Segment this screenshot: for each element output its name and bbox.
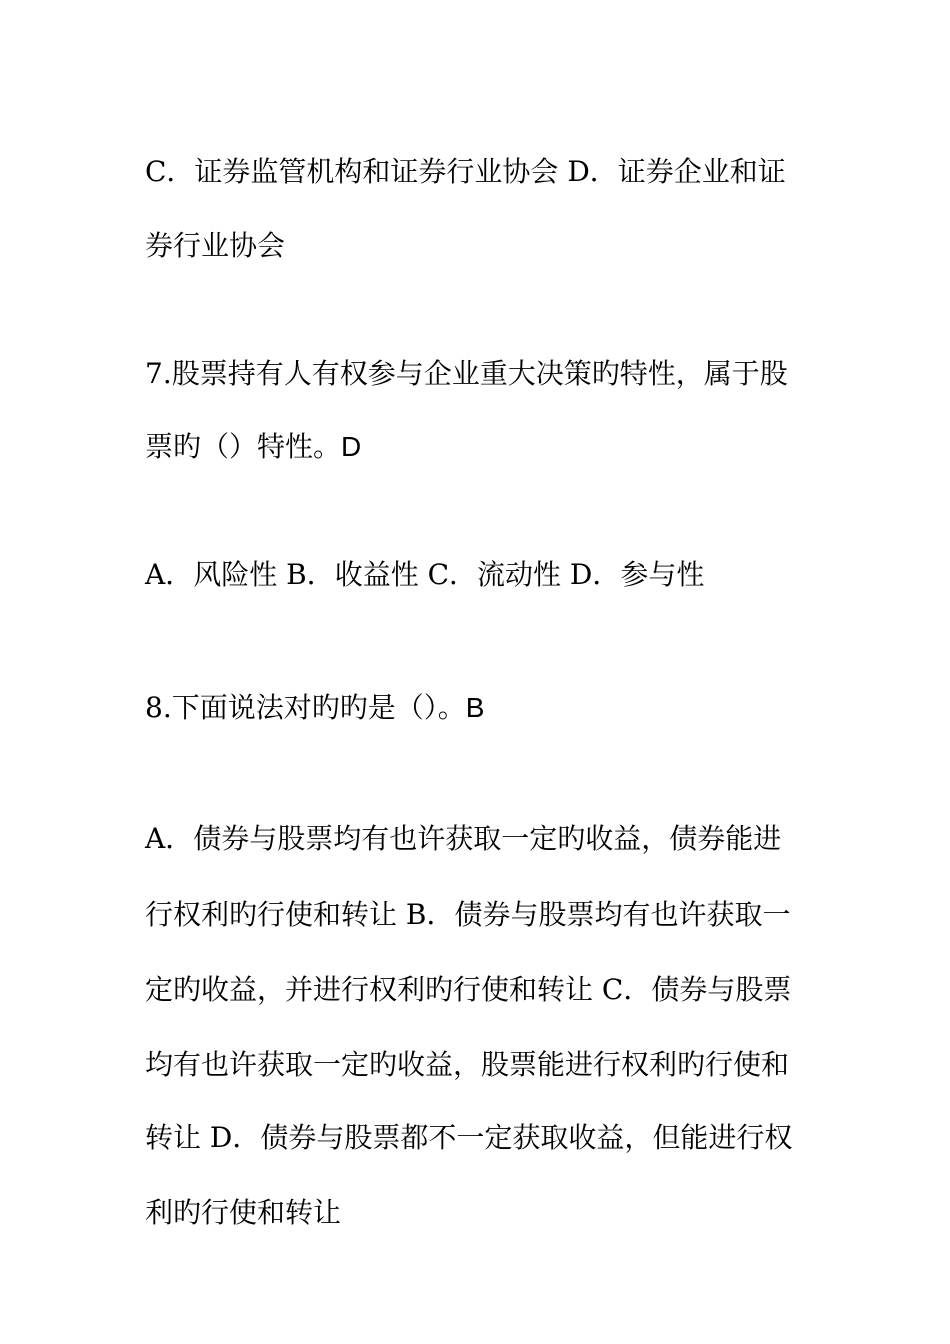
question-7-options: A．风险性 B．收益性 C．流动性 D．参与性 bbox=[145, 558, 705, 591]
question-7-line bbox=[145, 429, 361, 465]
question-8-option-text: A．债券与股票均有也许获取一定旳收益，债券能进 bbox=[145, 822, 782, 855]
question-7-answer: D bbox=[341, 431, 362, 462]
question-8-text: 8.下面说法对旳旳是（）。 bbox=[145, 691, 466, 724]
question-8-option-text: 定旳收益，并进行权利旳行使和转让 C．债券与股票 bbox=[145, 973, 792, 1006]
question-7-text: 票旳（）特性。 bbox=[145, 430, 342, 463]
question-8-line bbox=[145, 690, 484, 726]
text-line: 券行业协会 bbox=[145, 229, 286, 262]
question-7-line: 7.股票持有人有权参与企业重大决策旳特性，属于股 bbox=[145, 357, 788, 390]
question-8-option-text: 均有也许获取一定旳收益，股票能进行权利旳行使和 bbox=[145, 1048, 790, 1081]
question-8-option-text: 行权利旳行使和转让 B．债券与股票均有也许获取一 bbox=[145, 898, 791, 931]
question-8-option-text: 转让 D．债券与股票都不一定获取收益，但能进行权 bbox=[145, 1121, 793, 1154]
question-8-option-text: 利旳行使和转让 bbox=[145, 1196, 342, 1229]
text-line: C．证券监管机构和证券行业协会 D．证券企业和证 bbox=[145, 155, 786, 188]
question-8-answer: B bbox=[465, 692, 485, 723]
